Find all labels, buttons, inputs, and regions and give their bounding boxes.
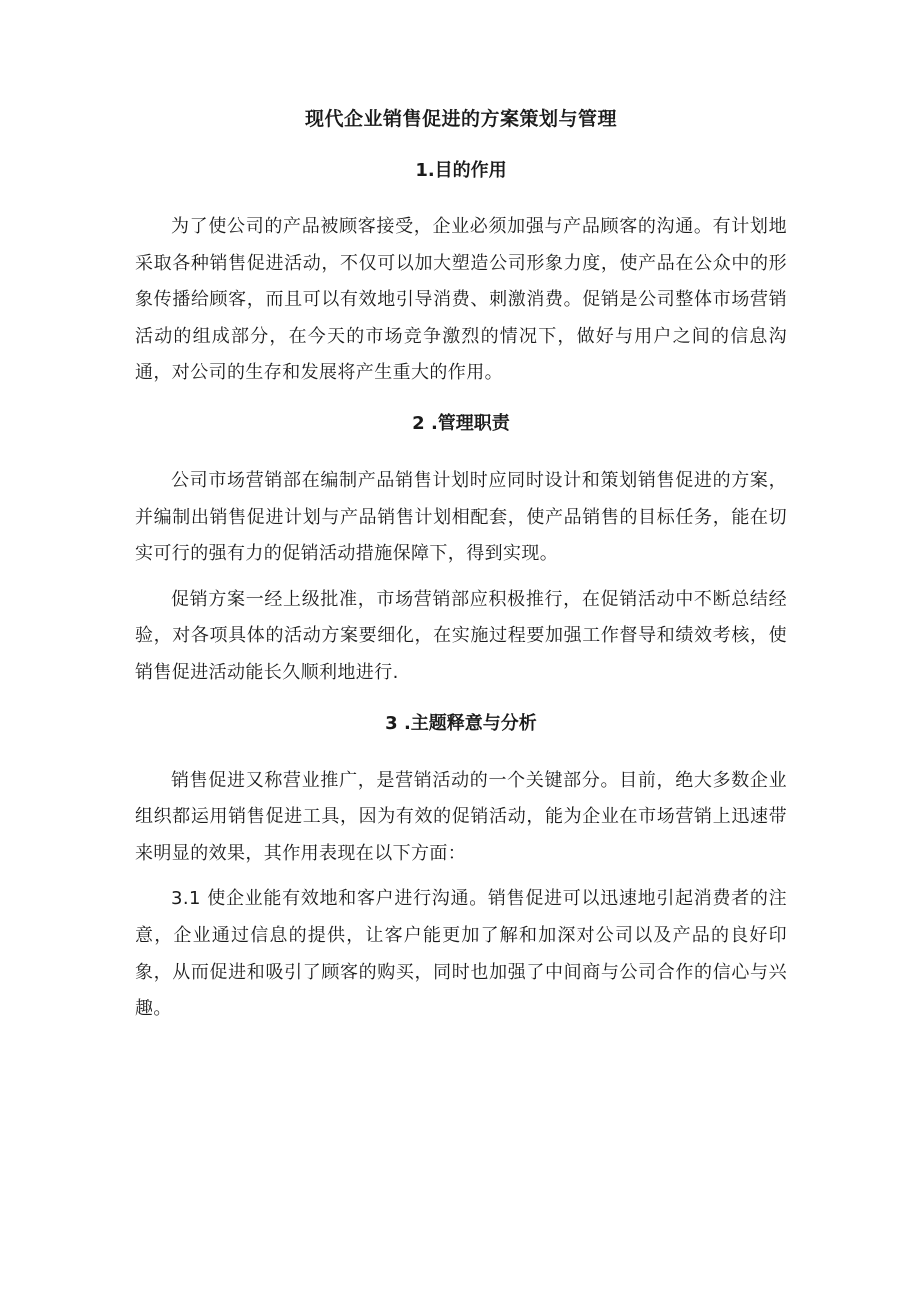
paragraph-responsibilities-1: 公司市场营销部在编制产品销售计划时应同时设计和策划销售促进的方案，并编制出销售促进计划与产品销售计划相配套，使产品销售的目标任务，能在切实可行的强有力的促销活动措施保障下，得到实现。 (135, 469, 787, 565)
section-heading-theme-analysis: 3 .主题释意与分析 (385, 712, 537, 734)
paragraph-theme-analysis-2: 3.1 使企业能有效地和客户进行沟通。销售促进可以迅速地引起消费者的注意，企业通过信息的提供，让客户能更加了解和加深对公司以及产品的良好印象，从而促进和吸引了顾客的购买，同时也加强了中间商与公司合作的信心与兴趣。 (135, 888, 787, 1020)
paragraph-responsibilities-2: 促销方案一经上级批准，市场营销部应积极推行，在促销活动中不断总结经验，对各项具体的活动方案要细化，在实施过程要加强工作督导和绩效考核，使销售促进活动能长久顺利地进行. (135, 588, 787, 683)
section-heading-purpose: 1.目的作用 (415, 160, 507, 181)
document-title: 现代企业销售促进的方案策划与管理 (304, 108, 617, 130)
section-heading-responsibilities: 2 .管理职责 (412, 412, 510, 434)
paragraph-purpose: 为了使公司的产品被顾客接受，企业必须加强与产品顾客的沟通。有计划地采取各种销售促进活动，不仅可以加大塑造公司形象力度，使产品在公众中的形象传播给顾客，而且可以有效地引导消费、刺激消费。促销是公司整体市场营销活动的组成部分，在今天的市场竞争激烈的情况下，做好与用户之间的信息沟通，对公司的生存和发展将产生重大的作用。 (135, 216, 787, 384)
paragraph-theme-analysis-1: 销售促进又称营业推广，是营销活动的一个关键部分。目前，绝大多数企业组织都运用销售促进工具，因为有效的促销活动，能为企业在市场营销上迅速带来明显的效果，其作用表现在以下方面： (135, 769, 787, 864)
